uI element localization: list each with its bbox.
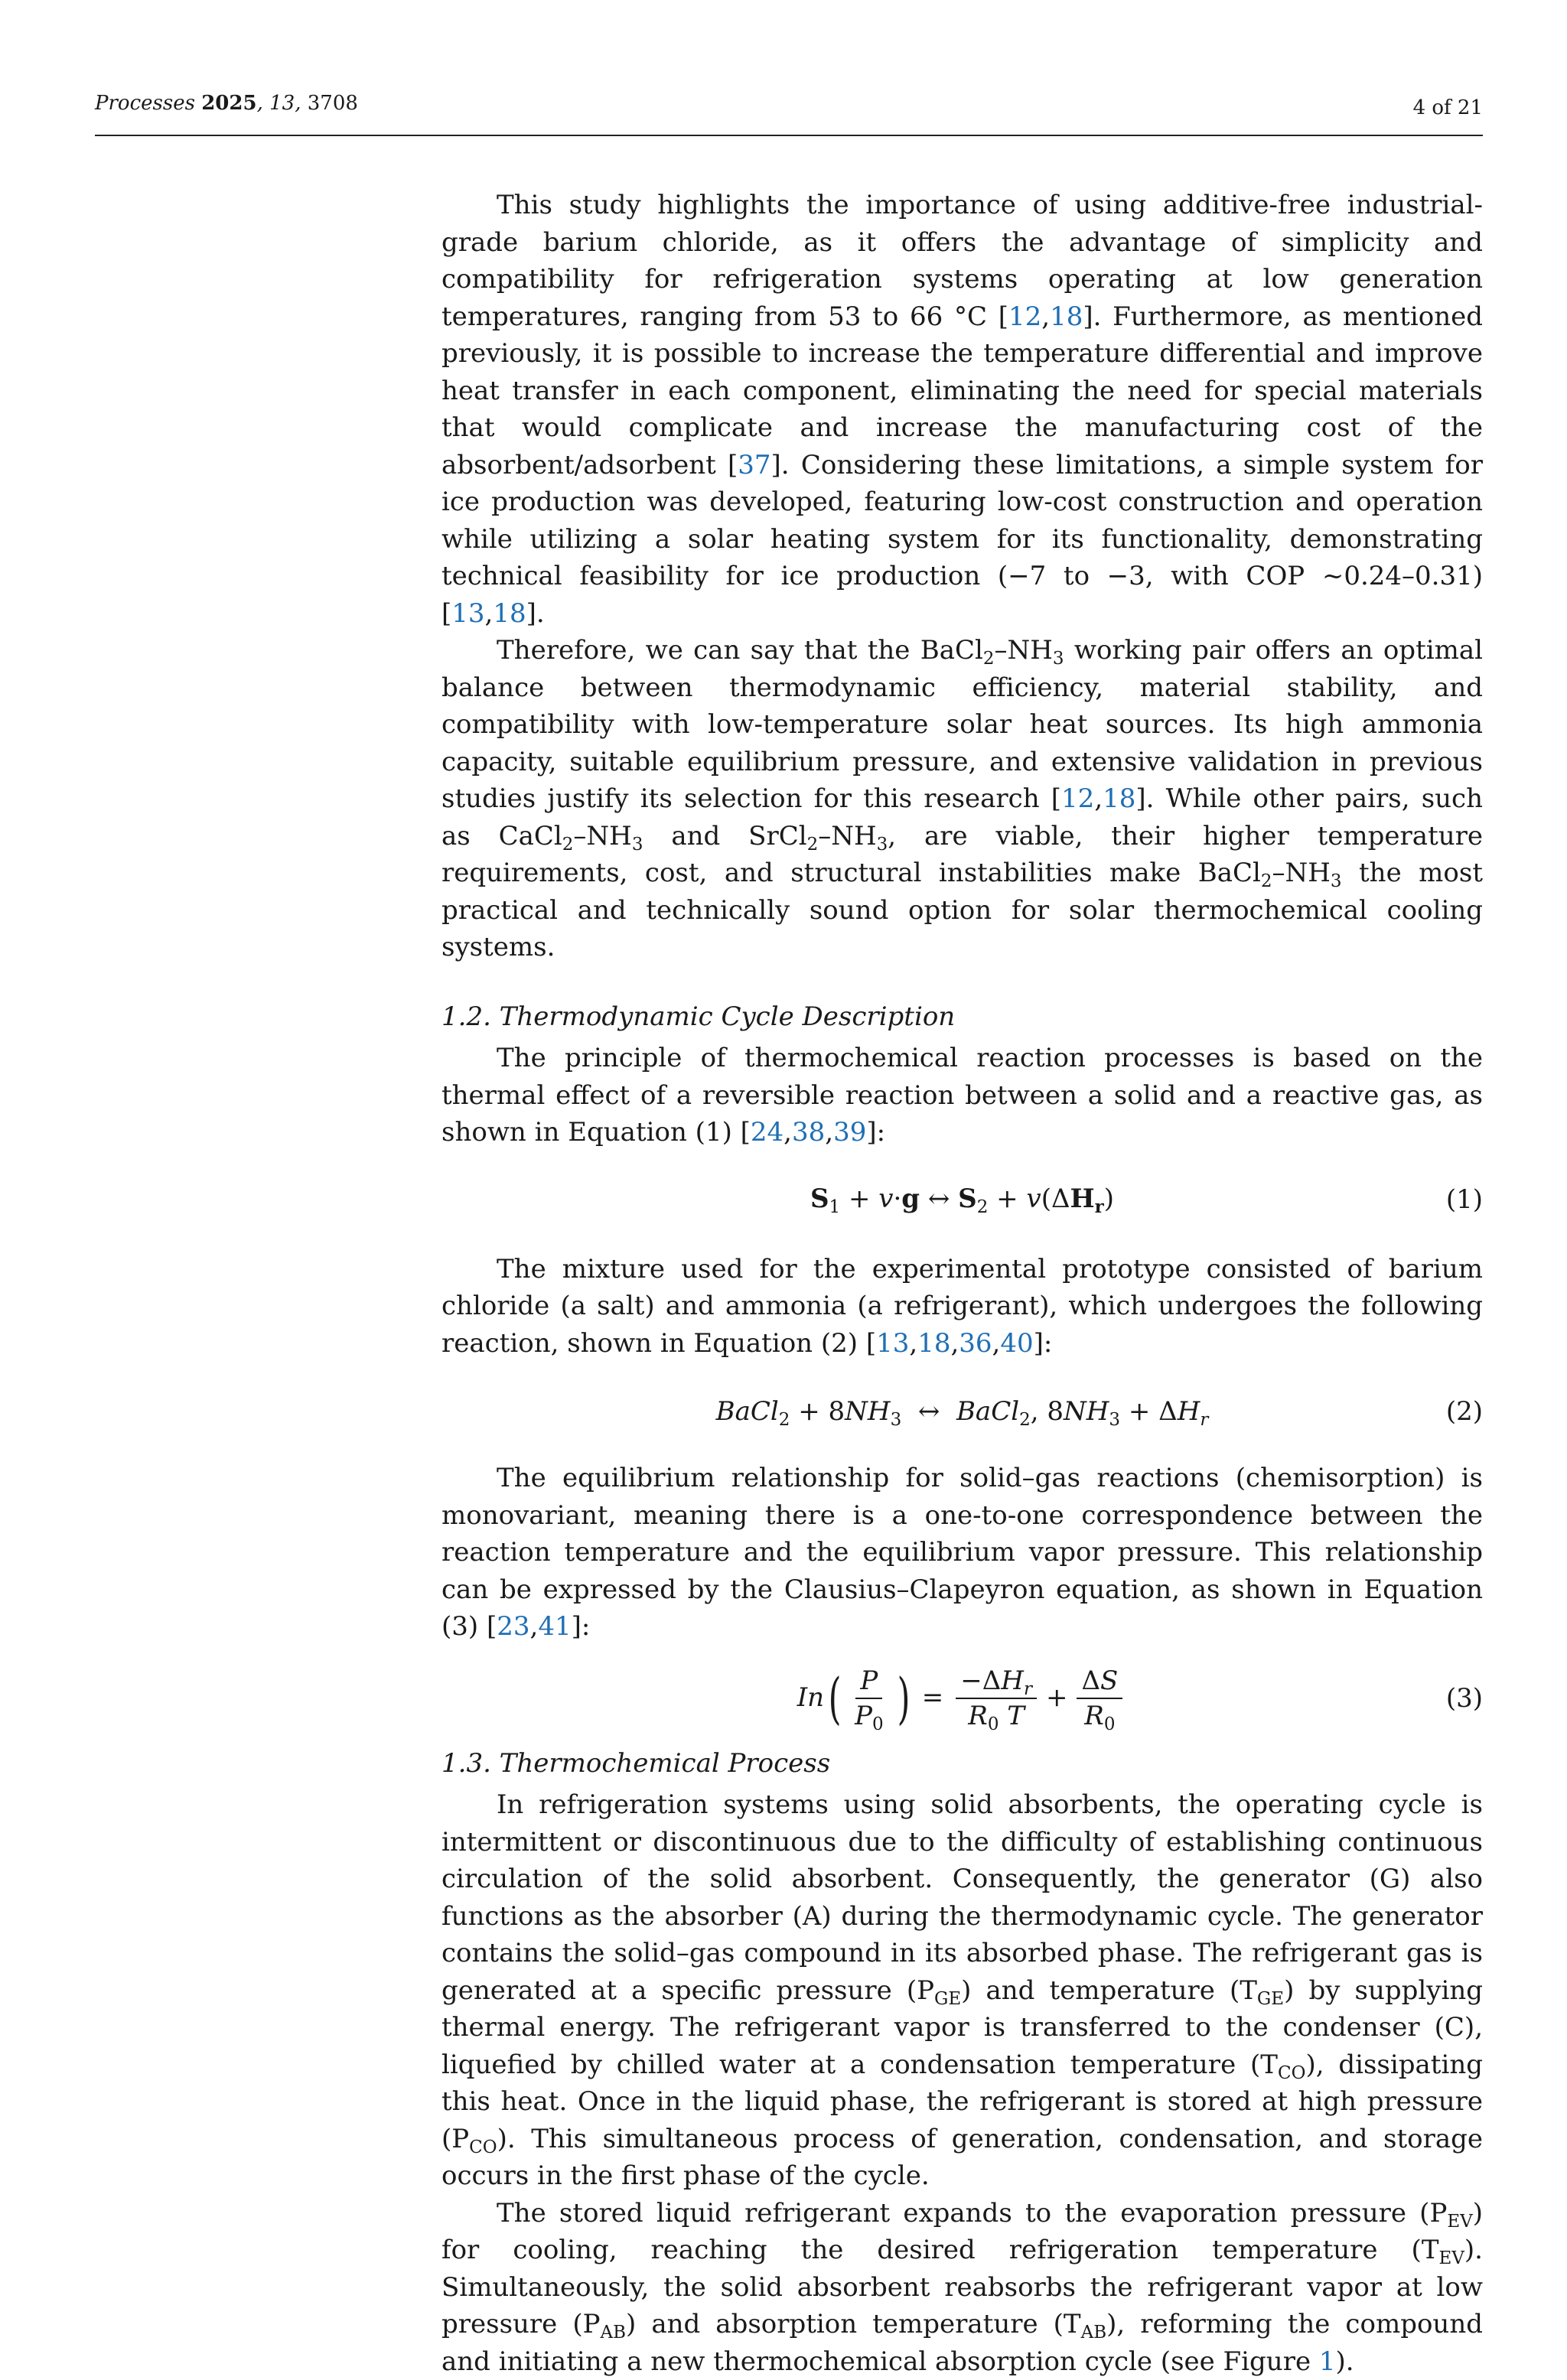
equation-2-formula: BaCl$_2$ + $8NH_3$ ↔ BaCl$_2$, $8NH_3 + \Delta H_r$ [716,1393,1209,1431]
equation-1 [441,1165,1483,1234]
journal-citation: Processes 2025, 13, 3708 [95,92,358,115]
citation-link[interactable]: 18 [493,598,526,629]
equation-3-formula: In ( $\frac{P}{P_0}$ ) = $\frac{-\Delta H_r}{R_0 T}$ + $\frac{\Delta S}{R_0}$ [797,1665,1128,1731]
citation-link[interactable]: 36 [959,1328,992,1359]
figure-link[interactable]: 1 [1319,2346,1336,2377]
citation-link[interactable]: 23 [497,1611,529,1642]
paragraph-3: The principle of thermochemical reaction processes is based on the thermal effect of a reversible reaction between a solid and a reactive gas, as shown in Equation (1) [24,38,39]: [441,1040,1483,1151]
equation-2 [441,1377,1483,1446]
equation-number: (2) [1446,1393,1483,1431]
article-body [441,187,1483,2380]
section-heading-1-2: 1.2. Thermodynamic Cycle Description [441,998,1483,1036]
citation-link[interactable]: 24 [751,1117,784,1148]
paragraph-5: The equilibrium relationship for solid–gas reactions (chemisorption) is monovariant, meaning there is a one-to-one correspondence between the reaction temperature and the equilibrium vapor pressure. This relationship can be expressed by the Clausius–Clapeyron equation, as shown in Equation (3) [23,41]: [441,1460,1483,1646]
paragraph-6: In refrigeration systems using solid absorbents, the operating cycle is intermittent or discontinuous due to the difficulty of establishing continuous circulation of the solid absorbent. Consequently, the generator (G) also functions as the absorber (A) during the thermodynamic cycle. The generator contains the solid–gas compound in its absorbed phase. The refrigerant gas is generated at a specific pressure $(P_{GE})$ and temperature $(T_{GE})$ by supplying thermal energy. The refrigerant vapor is transferred to the condenser (C), liquefied by chilled water at a condensation temperature $(T_{CO})$, dissipating this heat. Once in the liquid phase, the refrigerant is stored at high pressure $(P_{CO})$. This simultaneous process of generation, condensation, and storage occurs in the first phase of the cycle. [441,1786,1483,2195]
page-number: 4 of 21 [1413,96,1483,119]
paragraph-4: The mixture used for the experimental prototype consisted of barium chloride (a salt) and ammonia (a refrigerant), which undergoes the following reaction, shown in Equation (2) [13,18,36,40]: [441,1251,1483,1363]
citation-link[interactable]: 37 [738,450,770,480]
section-heading-1-3: 1.3. Thermochemical Process [441,1745,1483,1783]
paragraph-2: Therefore, we can say that the $BaCl_2-NH_3$ working pair offers an optimal balance between thermodynamic efficiency, material stability, and compatibility with low-temperature solar heat sources. Its high ammonia capacity, suitable equilibrium pressure, and extensive validation in previous studies justify its selection for this research [12,18]. While other pairs, such as $CaCl_2-NH_3$ and $SrCl_2-NH_3$, are viable, their higher temperature requirements, cost, and structural instabilities make $BaCl_2-NH_3$ the most practical and technically sound option for solar thermochemical cooling systems. [441,632,1483,966]
equation-number: (3) [1446,1679,1483,1717]
page-header [95,86,1483,136]
citation-link[interactable]: 13 [451,598,484,629]
citation-link[interactable]: 41 [538,1611,571,1642]
equation-1-formula: $S_1 + v\cdot g$ ↔ $S_2 + v(\Delta H_r)$ [810,1180,1114,1218]
citation-link[interactable]: 18 [1103,783,1135,814]
citation-link[interactable]: 13 [876,1328,909,1359]
equation-number: (1) [1446,1180,1483,1218]
citation-link[interactable]: 18 [917,1328,950,1359]
citation-link[interactable]: 18 [1050,301,1083,332]
paragraph-7: The stored liquid refrigerant expands to the evaporation pressure $(P_{EV})$ for cooling, reaching the desired refrigeration temperature $(T_{EV})$. Simultaneously, the solid absorbent reabsorbs the refrigerant vapor at low pressure $(P_{AB})$ and absorption temperature $(T_{AB})$, reforming the compound and initiating a new thermochemical absorption cycle (see Figure 1). [441,2195,1483,2380]
paragraph-1: This study highlights the importance of using additive-free industrial-grade barium chloride, as it offers the advantage of simplicity and compatibility for refrigeration systems operating at low generation temperatures, ranging from 53 to 66 °C [12,18]. Furthermore, as mentioned previously, it is possible to increase the temperature differential and improve heat transfer in each component, eliminating the need for special materials that would complicate and increase the manufacturing cost of the absorbent/adsorbent [37]. Considering these limitations, a simple system for ice production was developed, featuring low-cost construction and operation while utilizing a solar heating system for its functionality, demonstrating technical feasibility for ice production (−7 to −3, with COP ~0.24–0.31) [13,18]. [441,187,1483,632]
citation-link[interactable]: 12 [1008,301,1041,332]
citation-link[interactable]: 12 [1061,783,1094,814]
equation-3 [441,1656,1483,1740]
citation-link[interactable]: 39 [833,1117,866,1148]
citation-link[interactable]: 40 [1000,1328,1033,1359]
citation-link[interactable]: 38 [792,1117,825,1148]
